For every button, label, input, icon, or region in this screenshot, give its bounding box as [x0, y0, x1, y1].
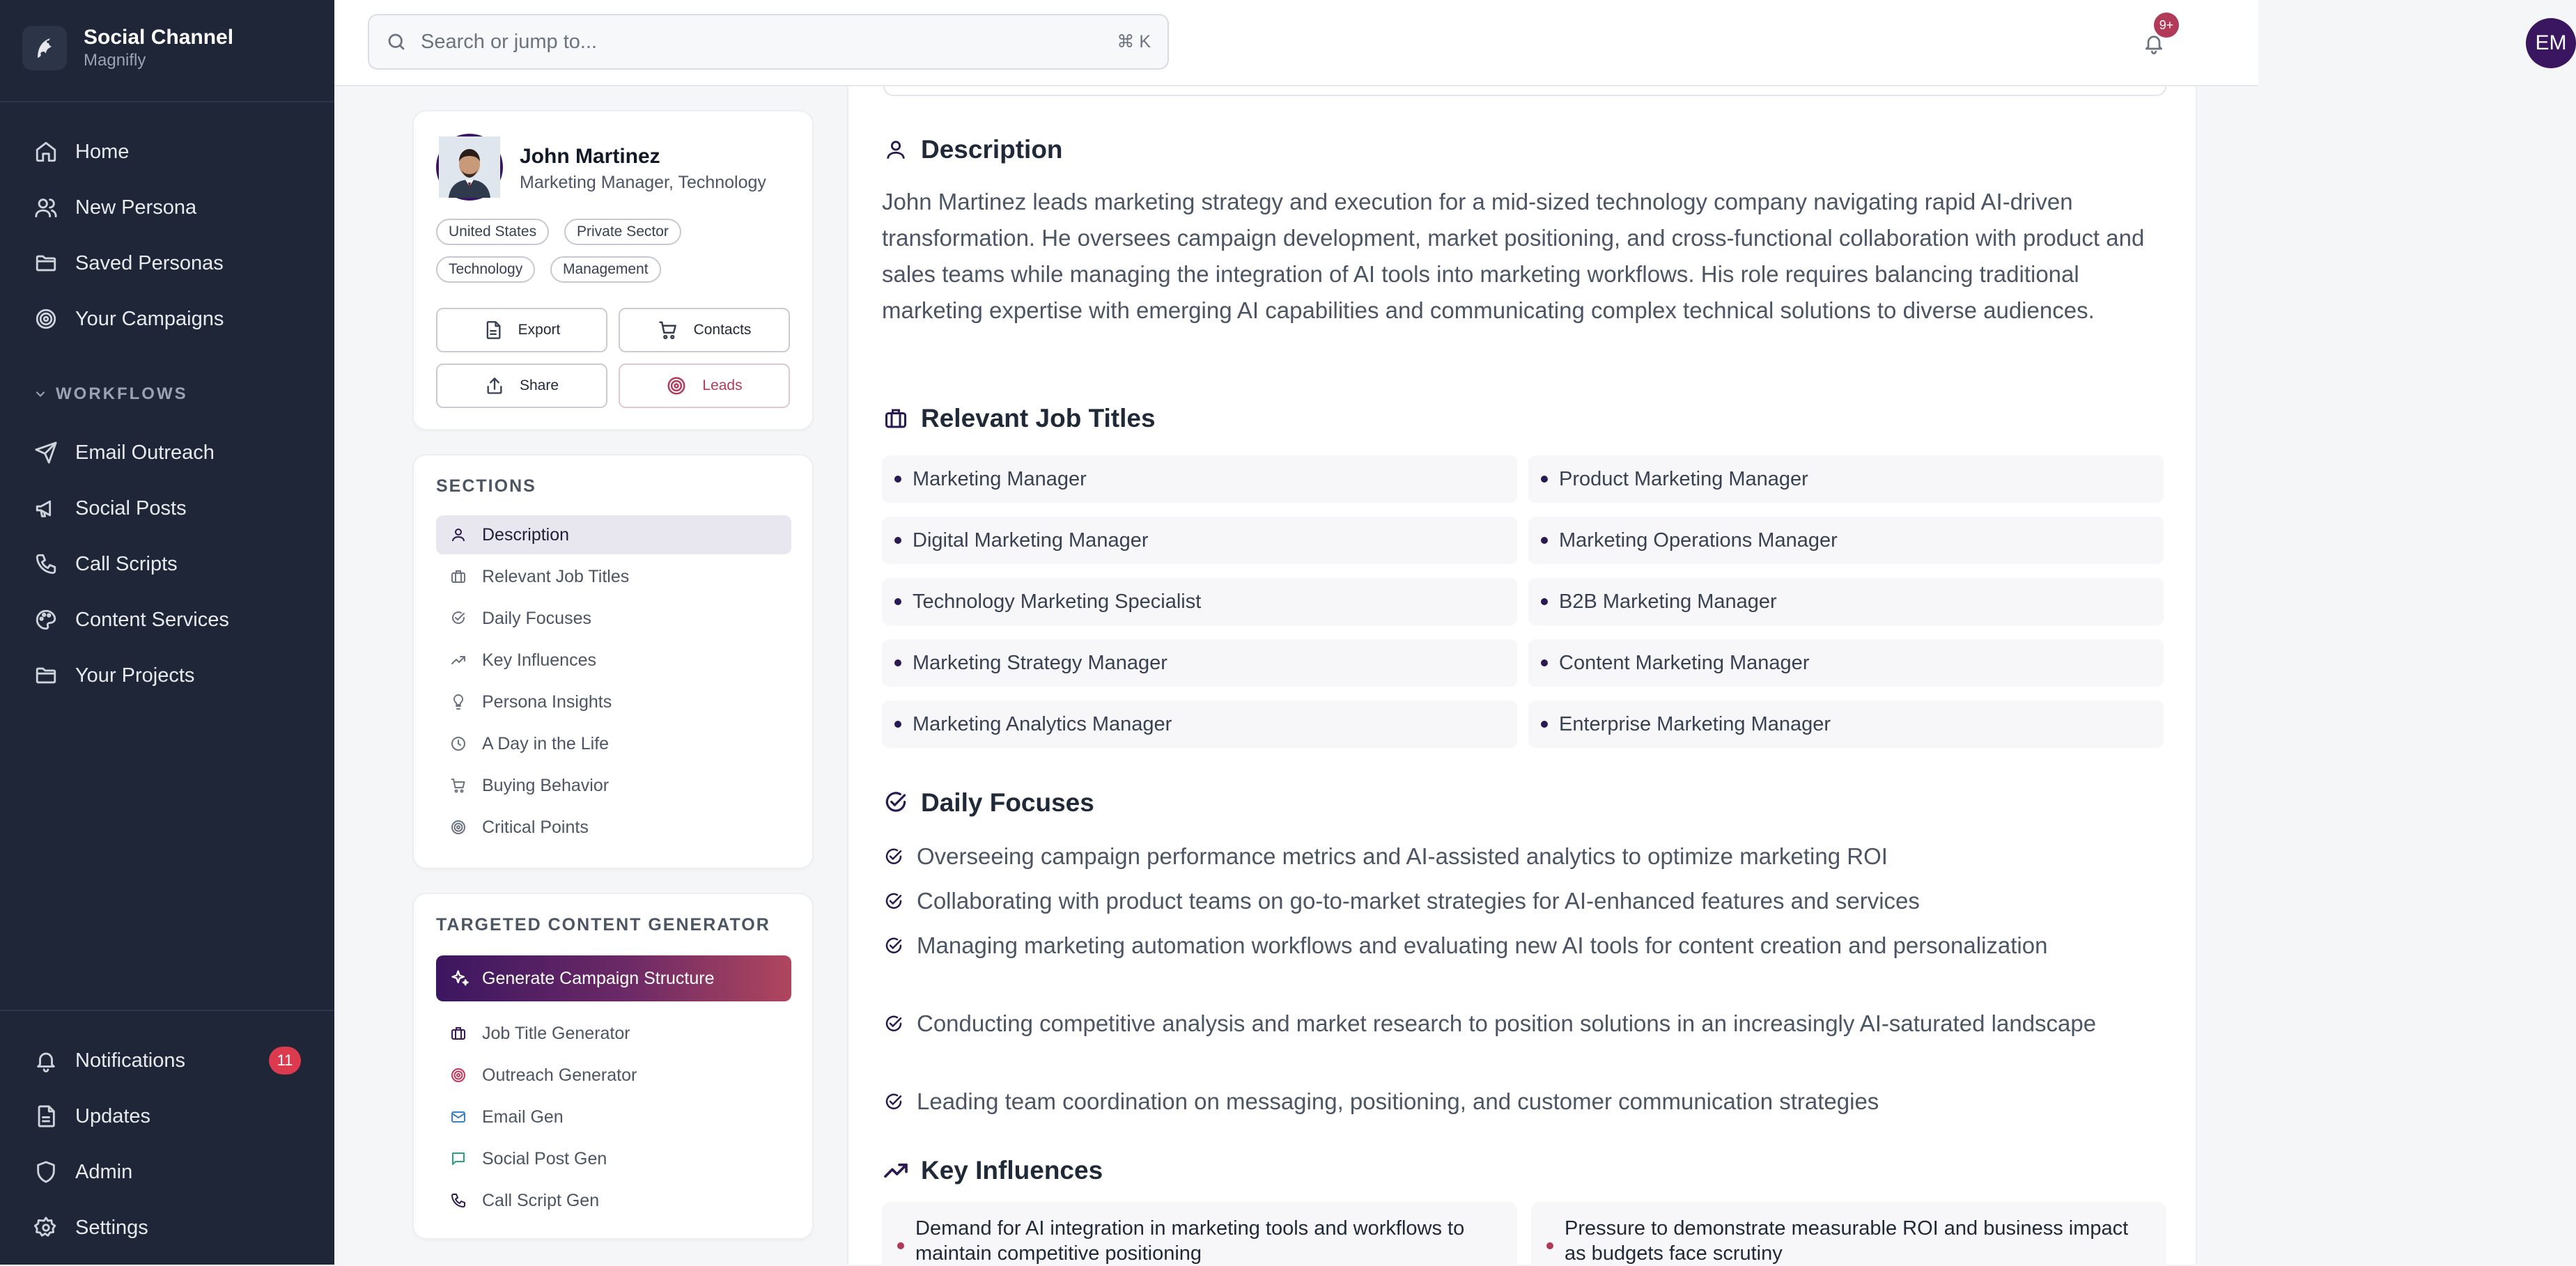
profile-name: John Martinez [520, 145, 660, 168]
workflows-toggle[interactable] [33, 384, 188, 404]
section-link-buying-behavior[interactable] [436, 766, 791, 805]
job-title-item [1528, 455, 2164, 503]
job-title-item [1528, 517, 2164, 564]
job-title-item [1528, 701, 2164, 748]
daily-focus-item [882, 929, 2171, 962]
generate-campaign-button[interactable] [436, 955, 791, 1001]
nav-settings[interactable] [32, 1211, 148, 1244]
job-title-text: Product Marketing Manager [1559, 467, 1808, 490]
generator-link-label: Social Post Gen [482, 1148, 607, 1169]
nav-content-services-label: Content Services [75, 608, 229, 631]
tag-sector: Private Sector [564, 219, 681, 245]
megaphone-icon [32, 494, 60, 522]
daily-focus-item [882, 1085, 2171, 1118]
key-influence-item [1531, 1202, 2166, 1265]
bell-icon [32, 1047, 60, 1074]
nav-admin-label: Admin [75, 1160, 133, 1183]
cart-icon [658, 320, 678, 341]
user-icon [882, 136, 910, 164]
description-heading-text: Description [921, 135, 1063, 164]
content-generator-card [412, 893, 814, 1240]
nav-admin[interactable] [32, 1155, 132, 1189]
shield-icon [32, 1158, 60, 1186]
target-icon [449, 818, 468, 837]
share-button[interactable] [436, 364, 607, 408]
nav-social-posts-label: Social Posts [75, 497, 187, 519]
nav-notifications-label: Notifications [75, 1049, 185, 1072]
palette-icon [32, 606, 60, 634]
check-circle-icon [882, 1091, 906, 1114]
description-text: John Martinez leads marketing strategy and execution for a mid-sized technology company navigating rapid AI-driven transformation. He oversees campaign development, market positioning, and cross-functional collaboration with product and sales teams while managing the integration of AI tools into marketing workflows. His role requires balancing traditional marketing expertise with emerging AI capabilities and communicating complex technical solutions to diverse audiences. [882, 189, 2145, 323]
sections-heading: SECTIONS [436, 476, 536, 496]
cart-icon [449, 776, 468, 795]
key-influence-text: Demand for AI integration in marketing tools and workflows to maintain competitive positioning [915, 1217, 1465, 1265]
topbar [334, 0, 2567, 86]
key-influences-heading [882, 1156, 1103, 1185]
leads-button[interactable] [619, 364, 790, 408]
nav-home[interactable] [32, 135, 129, 169]
clock-icon [449, 734, 468, 753]
trending-up-icon [882, 1157, 910, 1185]
social-post-gen-link[interactable] [436, 1139, 791, 1178]
check-circle-icon [882, 890, 906, 914]
section-link-label: Relevant Job Titles [482, 566, 630, 586]
section-link-job-titles[interactable] [436, 557, 791, 596]
send-icon [32, 439, 60, 467]
brand-title: Social Channel [84, 26, 234, 49]
persona-content [847, 86, 2197, 1265]
nav-campaigns-label: Your Campaigns [75, 307, 224, 330]
user-icon [449, 525, 468, 545]
job-title-text: Marketing Operations Manager [1559, 529, 1838, 552]
export-label: Export [518, 322, 561, 338]
section-link-critical-points[interactable] [436, 808, 791, 847]
job-title-item [882, 455, 1517, 503]
generator-link-label: Email Gen [482, 1107, 564, 1127]
profile-role-text: Marketing Manager, Technology [520, 173, 766, 192]
job-title-item [1528, 639, 2164, 687]
daily-focus-text: Overseeing campaign performance metrics and AI-assisted analytics to optimize marketing ROI [917, 843, 1888, 869]
document-icon [32, 1102, 60, 1130]
tag-industry: Technology [436, 256, 535, 283]
export-button[interactable] [436, 308, 607, 352]
job-titles-heading-text: Relevant Job Titles [921, 404, 1156, 432]
section-link-daily-focuses[interactable] [436, 599, 791, 638]
nav-notifications[interactable] [32, 1044, 185, 1077]
nav-call-scripts-label: Call Scripts [75, 552, 178, 575]
job-title-item [882, 578, 1517, 625]
nav-content-services[interactable] [32, 603, 229, 636]
bullet [1541, 537, 1548, 544]
job-title-text: Technology Marketing Specialist [913, 590, 1202, 613]
nav-new-persona-label: New Persona [75, 196, 197, 219]
folder-icon [32, 249, 60, 277]
section-link-label: Buying Behavior [482, 775, 610, 795]
bullet [1541, 598, 1548, 605]
divider [0, 1010, 334, 1011]
tag-country: United States [436, 219, 549, 245]
daily-focus-item [882, 1007, 2171, 1040]
nav-email-outreach-label: Email Outreach [75, 441, 215, 464]
target-icon [449, 1065, 468, 1085]
document-icon [483, 320, 503, 340]
job-title-text: Digital Marketing Manager [913, 529, 1149, 552]
sections-card [412, 454, 814, 869]
section-link-label: Description [482, 524, 570, 545]
job-title-item [1528, 578, 2164, 625]
search-icon [386, 31, 407, 52]
search-input[interactable] [421, 31, 1048, 54]
profile-role [520, 173, 798, 193]
nav-saved-personas-label: Saved Personas [75, 251, 224, 274]
bullet [1541, 659, 1548, 666]
nav-updates[interactable] [32, 1100, 150, 1133]
job-title-text: Marketing Manager [913, 467, 1087, 490]
bullet [894, 476, 901, 483]
description-heading [882, 135, 1063, 164]
nav-saved-personas[interactable] [32, 247, 224, 280]
generate-campaign-label: Generate Campaign Structure [482, 968, 715, 988]
trending-up-icon [449, 650, 468, 670]
folder-icon [32, 662, 60, 689]
generator-link-label: Call Script Gen [482, 1190, 600, 1210]
nav-updates-label: Updates [75, 1104, 151, 1127]
profile-card [412, 110, 814, 430]
nav-campaigns[interactable] [32, 302, 224, 336]
daily-focus-text: Collaborating with product teams on go-to-market strategies for AI-enhanced features and services [917, 888, 1920, 914]
message-square-icon [449, 1149, 468, 1169]
bullet [1541, 476, 1548, 483]
users-icon [32, 194, 60, 221]
check-circle-icon [882, 1013, 906, 1036]
job-title-item [882, 701, 1517, 748]
search-box[interactable] [368, 14, 1169, 70]
generator-heading: TARGETED CONTENT GENERATOR [436, 915, 770, 935]
job-title-text: Marketing Strategy Manager [913, 651, 1167, 674]
daily-focuses-heading [882, 788, 1094, 818]
daily-focus-item [882, 884, 2171, 918]
section-link-label: A Day in the Life [482, 733, 610, 753]
nav-call-scripts[interactable] [32, 547, 178, 581]
mail-icon [449, 1107, 468, 1127]
divider [0, 101, 334, 102]
brand-logo [22, 26, 67, 70]
job-title-item [882, 517, 1517, 564]
bullet [1546, 1242, 1553, 1249]
bullet [894, 659, 901, 666]
workflows-heading: WORKFLOWS [56, 384, 188, 403]
bullet [1541, 721, 1548, 728]
daily-focus-item [882, 840, 2171, 873]
user-avatar[interactable]: EM [2526, 18, 2576, 68]
briefcase-icon [449, 1024, 468, 1043]
nav-social-posts[interactable] [32, 492, 187, 525]
chevron-down-icon [33, 387, 47, 401]
nav-projects-label: Your Projects [75, 664, 195, 687]
notifications-count-badge: 11 [269, 1047, 301, 1074]
job-title-text: B2B Marketing Manager [1559, 590, 1777, 613]
nav-settings-label: Settings [75, 1216, 148, 1239]
daily-focus-text: Leading team coordination on messaging, positioning, and customer communication strategies [917, 1088, 1879, 1114]
bullet [894, 721, 901, 728]
bullet [894, 537, 901, 544]
tag-level: Management [550, 256, 661, 283]
profile-avatar [436, 134, 503, 201]
lightbulb-icon [449, 692, 468, 712]
sidebar [0, 0, 334, 1265]
contacts-label: Contacts [693, 322, 752, 338]
job-title-text: Marketing Analytics Manager [913, 712, 1172, 735]
section-link-day-in-life[interactable] [436, 724, 791, 763]
generator-link-label: Outreach Generator [482, 1065, 637, 1085]
target-icon [32, 305, 60, 333]
daily-focuses-heading-text: Daily Focuses [921, 788, 1094, 817]
section-link-key-influences[interactable] [436, 641, 791, 680]
phone-icon [449, 1191, 468, 1210]
section-link-label: Daily Focuses [482, 608, 591, 628]
check-circle-icon [882, 789, 910, 817]
check-circle-icon [882, 845, 906, 869]
job-title-text: Enterprise Marketing Manager [1559, 712, 1831, 735]
gear-icon [32, 1214, 60, 1242]
brand[interactable] [22, 25, 233, 71]
section-link-description[interactable] [436, 515, 791, 554]
daily-focus-text: Managing marketing automation workflows and evaluating new AI tools for content creation and personalization [917, 932, 2048, 958]
section-link-label: Critical Points [482, 817, 589, 837]
share-icon [485, 376, 504, 396]
check-circle-icon [882, 935, 906, 958]
key-influences-heading-text: Key Influences [921, 1156, 1103, 1185]
section-link-persona-insights[interactable] [436, 682, 791, 721]
section-link-label: Persona Insights [482, 691, 612, 712]
email-gen-link[interactable] [436, 1097, 791, 1136]
key-influence-text: Pressure to demonstrate measurable ROI and business impact as budgets face scrutiny [1565, 1217, 2129, 1265]
phone-icon [32, 550, 60, 578]
outreach-generator-link[interactable] [436, 1056, 791, 1095]
daily-focus-text: Conducting competitive analysis and market research to position solutions in an increasingly AI-saturated landscape [917, 1010, 2097, 1036]
nav-email-outreach[interactable] [32, 436, 215, 469]
job-title-text: Content Marketing Manager [1559, 651, 1810, 674]
contacts-button[interactable] [619, 308, 790, 352]
share-label: Share [519, 377, 559, 393]
call-script-gen-link[interactable] [436, 1181, 791, 1220]
home-icon [32, 138, 60, 166]
brand-subtitle: Magnifly [84, 51, 146, 70]
briefcase-icon [882, 405, 910, 432]
nav-new-persona[interactable] [32, 191, 196, 224]
bullet [894, 598, 901, 605]
nav-home-label: Home [75, 140, 130, 163]
search-shortcut: ⌘ K [1117, 32, 1151, 52]
section-link-label: Key Influences [482, 650, 596, 670]
sparkles-icon [450, 969, 470, 988]
briefcase-icon [449, 567, 468, 586]
previous-panel-edge [883, 86, 2166, 96]
nav-projects[interactable] [32, 659, 194, 692]
job-titles-heading [882, 404, 1156, 433]
notifications-badge: 9+ [2154, 13, 2179, 38]
key-influence-item [882, 1202, 1517, 1265]
job-title-item [882, 639, 1517, 687]
generator-link-label: Job Title Generator [482, 1023, 630, 1043]
bullet [897, 1242, 904, 1249]
check-circle-icon [449, 609, 468, 628]
leads-label: Leads [702, 377, 743, 393]
job-title-generator-link[interactable] [436, 1014, 791, 1053]
target-icon [666, 375, 687, 396]
